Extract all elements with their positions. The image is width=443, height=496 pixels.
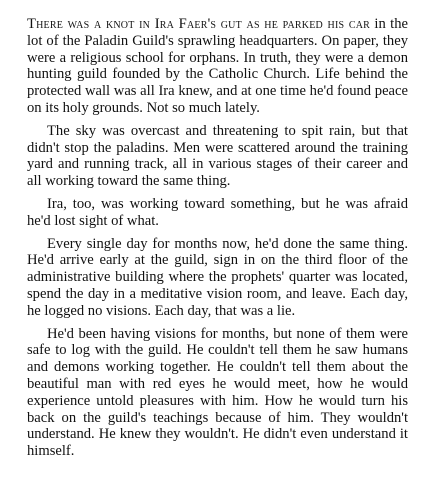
paragraph-1-text: in the lot of the Paladin Guild's sprawling headquarters. On paper, they were a religious school for orphans. In truth, they were a demon hunting guild founded by the Catholic Church. Life behind the protected wall was all Ira knew, and at one time he'd found peace on its holy grounds. Not so much lately. (27, 16, 409, 116)
paragraph-3: Ira, too, was working toward something, but he was afraid he'd lost sight of what. (27, 195, 408, 229)
paragraph-4: Every single day for months now, he'd done the same thing. He'd arrive early at the guild, sign in on the third floor of the administrative building where the prophets' quarter was located, spend the day in a meditative vision room, and leave. Each day, he logged no visions. Each day, that was a lie. (27, 235, 408, 319)
opening-small-caps: There was a knot in Ira Faer's gut as he parked his car (27, 16, 371, 32)
paragraph-5: He'd been having visions for months, but none of them were safe to log with the guild. He couldn't tell them he saw humans and demons working together. He couldn't tell them about the beautiful man with red eyes he would meet, how he would experience untold pleasures with him. How he would turn his back on the guild's teachings because of him. They wouldn't understand. He knew they wouldn't. He didn't even understand it himself. (27, 325, 408, 460)
paragraph-2: The sky was overcast and threatening to spit rain, but that didn't stop the paladins. Men were scattered around the training yard and running track, all in various stages of their career and all working toward the same thing. (27, 122, 408, 190)
paragraph-1 (27, 16, 408, 117)
book-page (27, 16, 408, 466)
